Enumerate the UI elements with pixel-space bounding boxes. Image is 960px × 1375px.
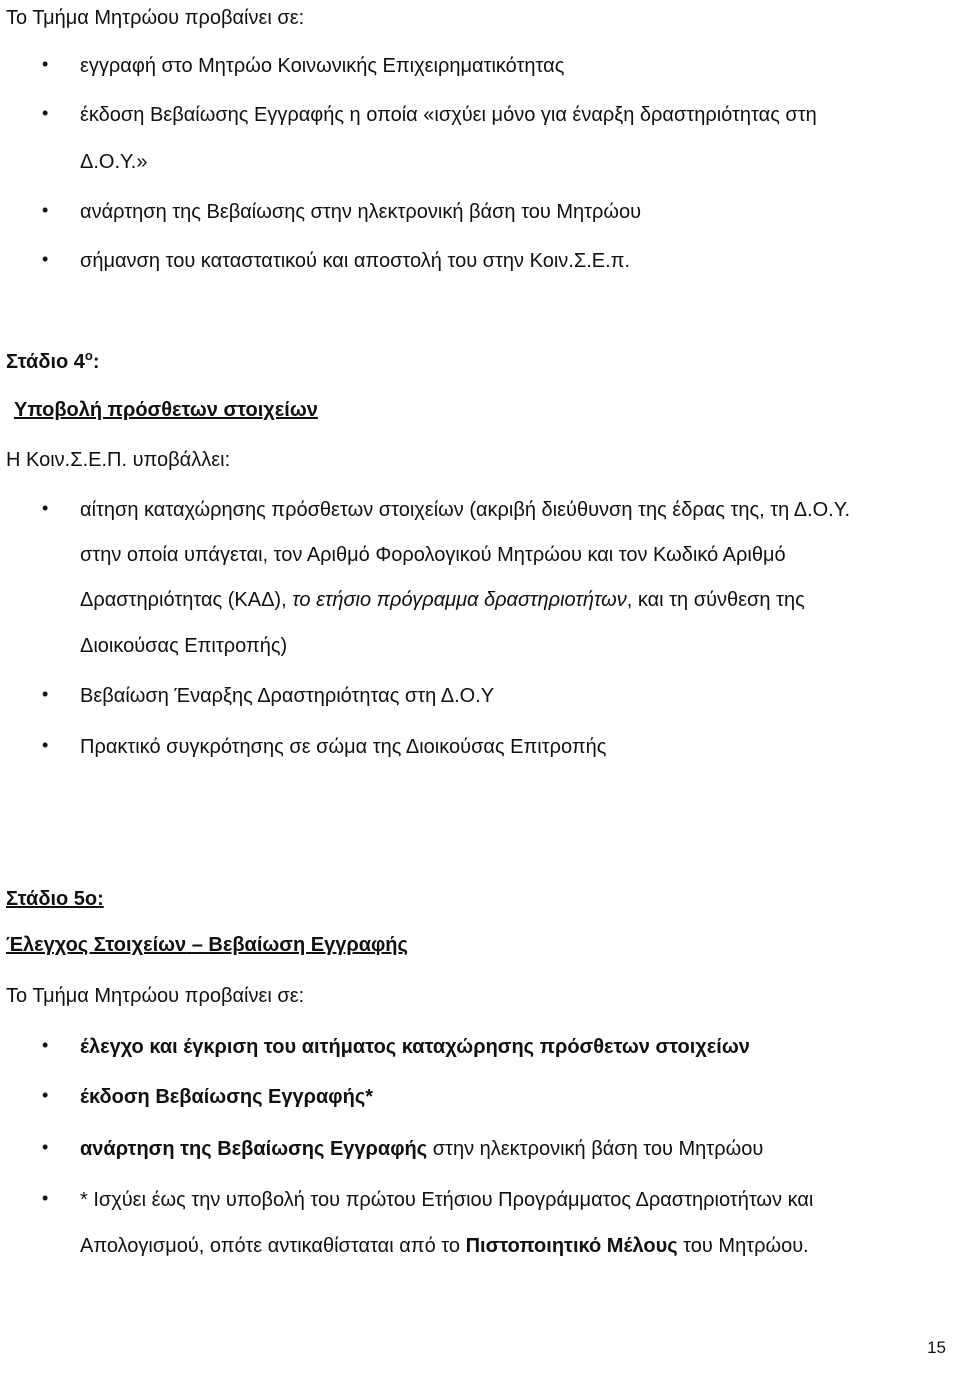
bullet-icon: •	[42, 249, 49, 269]
list-item: έκδοση Βεβαίωσης Εγγραφής η οποία «ισχύει μόνο για έναρξη δραστηριότητας στη	[80, 104, 817, 126]
list-item: ανάρτηση της Βεβαίωσης στην ηλεκτρονική βάση του Μητρώου	[80, 201, 642, 223]
list-item: αίτηση καταχώρησης πρόσθετων στοιχείων (ακριβή διεύθυνση της έδρας της, τη Δ.Ο.Υ.	[80, 499, 851, 521]
list-item: σήμανση του καταστατικού και αποστολή του στην Κοιν.Σ.Ε.π.	[80, 250, 630, 272]
list-item: εγγραφή στο Μητρώο Κοινωνικής Επιχειρηματικότητας	[80, 55, 565, 77]
stage4-intro: Η Κοιν.Σ.Ε.Π. υποβάλλει:	[6, 449, 231, 471]
bullet-icon: •	[42, 1137, 49, 1157]
list-item-continuation: Δ.Ο.Υ.»	[80, 151, 148, 173]
bullet-icon: •	[42, 1085, 49, 1105]
stage5-intro: Το Τμήμα Μητρώου προβαίνει σε:	[6, 985, 305, 1007]
bullet-icon: •	[42, 200, 49, 220]
list-item: ανάρτηση της Βεβαίωσης Εγγραφής στην ηλεκτρονική βάση του Μητρώου	[80, 1138, 764, 1160]
bullet-icon: •	[42, 684, 49, 704]
list-item-continuation: Διοικούσας Επιτροπής)	[80, 635, 288, 657]
bullet-icon: •	[42, 1188, 49, 1208]
stage4-heading: Στάδιο $4^o$:	[6, 348, 100, 373]
list-item: * Ισχύει έως την υποβολή του πρώτου Ετήσιου Προγράμματος Δραστηριοτήτων και	[80, 1189, 814, 1211]
bullet-icon: •	[42, 103, 49, 123]
stage5-heading: Στάδιο 5ο:	[6, 888, 104, 910]
stage4-subheading: Υποβολή πρόσθετων στοιχείων	[14, 399, 318, 421]
bullet-icon: •	[42, 735, 49, 755]
list-item-continuation: Απολογισμού, οπότε αντικαθίσταται από το Πιστοποιητικό Μέλους του Μητρώου.	[80, 1235, 809, 1257]
list-item-continuation: Δραστηριότητας (ΚΑΔ), το ετήσιο πρόγραμμα δραστηριοτήτων, και τη σύνθεση της	[80, 589, 805, 611]
stage5-subheading: Έλεγχος Στοιχείων – Βεβαίωση Εγγραφής	[6, 934, 408, 956]
list-item: Βεβαίωση Έναρξης Δραστηριότητας στη Δ.Ο.Υ	[80, 685, 495, 707]
list-item: έλεγχο και έγκριση του αιτήματος καταχώρησης πρόσθετων στοιχείων	[80, 1036, 750, 1058]
bullet-icon: •	[42, 54, 49, 74]
list-item: έκδοση Βεβαίωσης Εγγραφής*	[80, 1086, 374, 1108]
list-item-continuation: στην οποία υπάγεται, τον Αριθμό Φορολογικού Μητρώου και τον Κωδικό Αριθμό	[80, 544, 786, 566]
page-number: 15	[927, 1338, 946, 1357]
bullet-icon: •	[42, 1035, 49, 1055]
intro-text-top: Το Τμήμα Μητρώου προβαίνει σε:	[6, 7, 305, 29]
list-item: Πρακτικό συγκρότησης σε σώμα της Διοικούσας Επιτροπής	[80, 736, 607, 758]
bullet-icon: •	[42, 498, 49, 518]
